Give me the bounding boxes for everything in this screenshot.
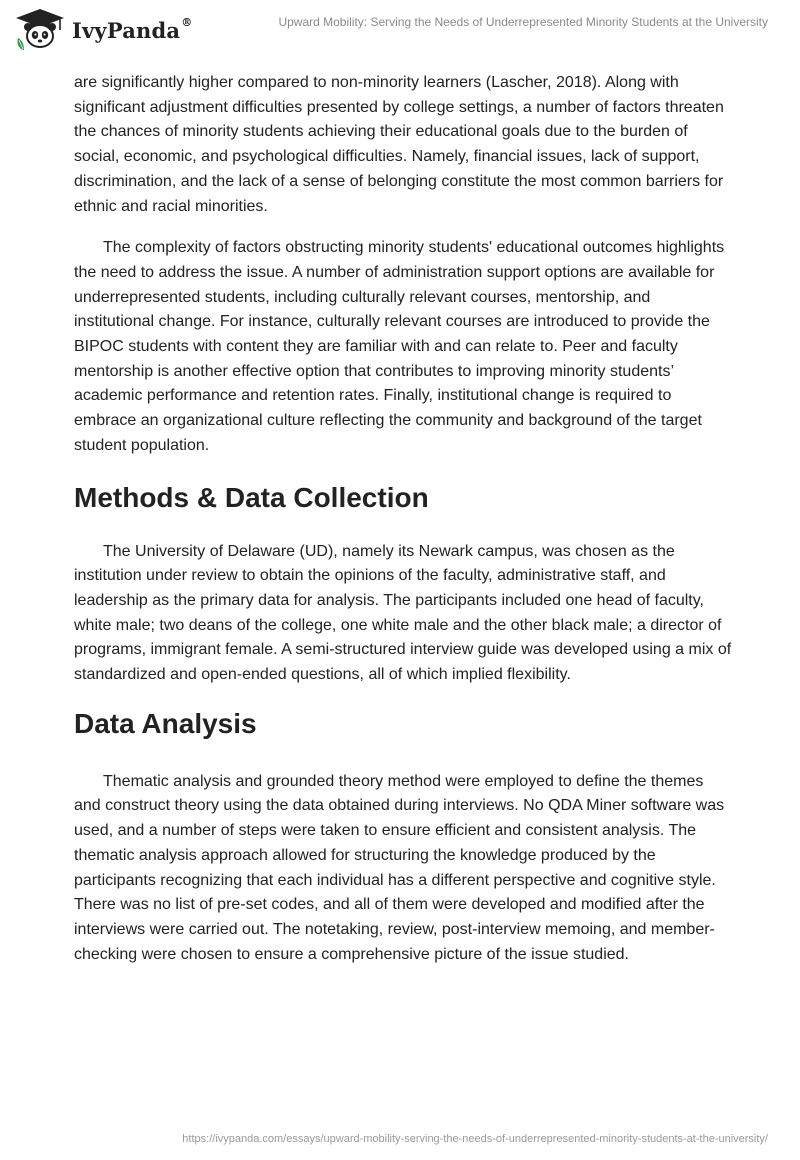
page-header xyxy=(0,0,800,60)
registered-mark: ® xyxy=(181,15,193,29)
section-heading-methods: Methods & Data Collection xyxy=(74,481,429,513)
paragraph: The complexity of factors obstructing minority students' educational outcomes highlights the need to address the issue. A number of administration support options are available for underrepresented students, including culturally relevant courses, mentorship, and institutional change. For instance, culturally relevant courses are introduced to provide the BIPOC students with content they are familiar with and can relate to. Peer and faculty mentorship is another effective option that contributes to improving minority students’ academic performance and retention rates. Finally, institutional change is required to embrace an organizational culture reflecting the community and background of the target student population. xyxy=(74,239,725,454)
paragraph: The University of Delaware (UD), namely its Newark campus, was chosen as the institution under review to obtain the opinions of the faculty, administrative staff, and leadership as the primary data for analysis. The participants included one head of faculty, white male; two deans of the college, one white male and the other black male; a director of programs, immigrant female. A semi-structured interview guide was developed using a mix of standardized and open-ended questions, all of which implied flexibility. xyxy=(74,542,732,684)
panda-graduate-icon xyxy=(14,8,66,52)
essay-body xyxy=(74,71,734,967)
brand-name xyxy=(72,15,193,43)
source-url[interactable]: https://ivypanda.com/essays/upward-mobility-serving-the-needs-of-underrepresented-minority-students-at-the-university/ xyxy=(182,1133,768,1145)
paragraph: are significantly higher compared to non-minority learners (Lascher, 2018). Along with significant adjustment difficulties presented by college settings, a number of factors threaten the chances of minority students achieving their educational goals due to the burden of social, economic, and psychological difficulties. Namely, financial issues, lack of support, discrimination, and the lack of a sense of belonging constitute the most common barriers for ethnic and racial minorities. xyxy=(74,74,724,215)
paragraph: Thematic analysis and grounded theory method were employed to define the themes and construct theory using the data obtained during interviews. No QDA Miner software was used, and a number of steps were taken to ensure efficient and consistent analysis. The thematic analysis approach allowed for structuring the knowledge produced by the participants recognizing that each individual has a different perspective and cognitive style. There was no list of pre-set codes, and all of them were developed and modified after the interviews were carried out. The notetaking, review, post-interview memoing, and member-checking were chosen to ensure a comprehensive picture of the issue studied. xyxy=(74,772,725,963)
document-title: Upward Mobility: Serving the Needs of Underrepresented Minority Students at the University xyxy=(278,15,768,29)
brand-text: IvyPanda xyxy=(72,17,181,43)
section-heading-data-analysis: Data Analysis xyxy=(74,707,257,739)
paragraph-gap xyxy=(74,219,734,236)
ivypanda-logo[interactable] xyxy=(14,8,192,52)
